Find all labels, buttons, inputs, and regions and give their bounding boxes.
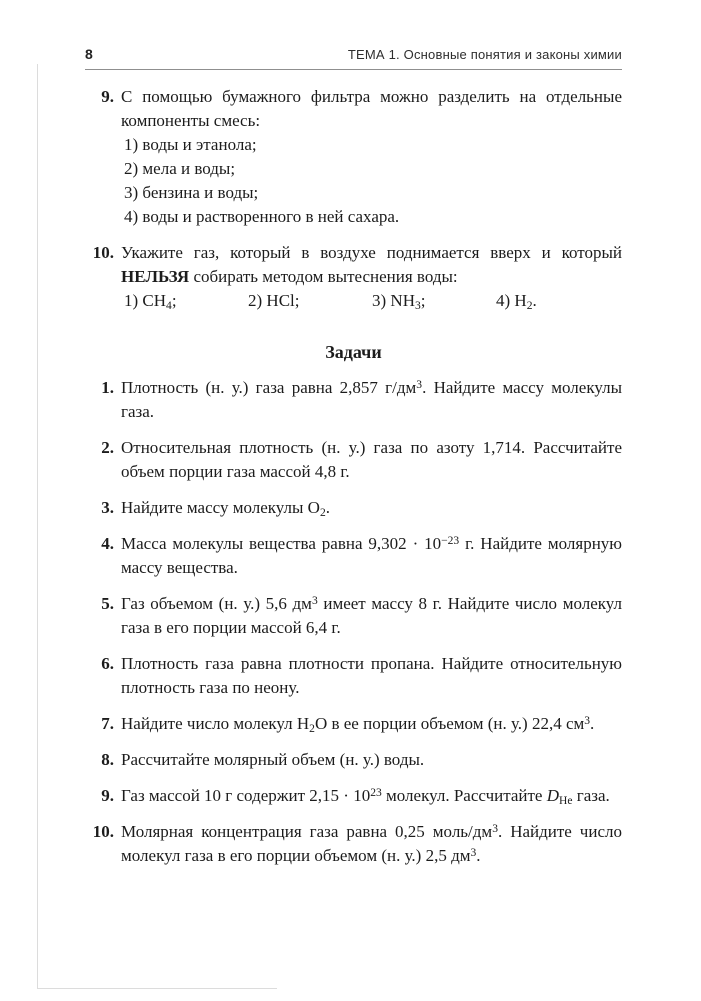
item-number: 8.	[101, 750, 114, 769]
item-number: 2.	[101, 438, 114, 457]
problem-item-1	[85, 376, 622, 424]
question-text: С помощью бумажного фильтра можно разделить на отдельные компоненты смесь:	[121, 87, 622, 130]
problem-item-4	[85, 532, 622, 580]
item-number: 5.	[101, 594, 114, 613]
item-number: 6.	[101, 654, 114, 673]
problem-item-5	[85, 592, 622, 640]
problem-text: Молярная концентрация газа равна 0,25 моль/$дм^3$. Найдите число молекул газа в его порции объемом (н. у.) 2,5 $дм^3$.	[121, 821, 622, 865]
problem-text: Газ массой 10 г содержит $2,15 \cdot 10^{23}$ молекул. Рассчитайте $D_{He}$ газа.	[121, 785, 610, 808]
problem-text: Газ объемом (н. у.) 5,6 $дм^3$ имеет массу 8 г. Найдите число молекул газа в его порции массой 6,4 г.	[121, 593, 623, 637]
page-header	[85, 46, 622, 70]
problem-text: Рассчитайте молярный объем (н. у.) воды.	[121, 750, 425, 769]
section-title: Задачи	[325, 342, 382, 362]
problem-text: Масса молекулы вещества равна $9,302 \cdot 10^{-23}$ г. Найдите молярную массу вещества.	[121, 533, 622, 577]
options-list	[121, 133, 622, 229]
options-row	[121, 289, 622, 313]
problem-item-9	[85, 784, 622, 808]
problem-text: Найдите число молекул $H_2O$ в ее порции объемом (н. у.) 22,4 $см^3$.	[121, 713, 595, 736]
item-number: 9.	[101, 786, 114, 805]
item-number: 7.	[101, 714, 114, 733]
running-title: ТЕМА 1. Основные понятия и законы химии	[347, 47, 622, 62]
problem-item-8	[85, 748, 622, 772]
problem-text: Найдите массу молекулы $O_2$.	[121, 498, 330, 520]
problem-item-7	[85, 712, 622, 736]
item-number: 4.	[101, 534, 114, 553]
problem-item-10	[85, 820, 622, 868]
problem-item-6	[85, 652, 622, 700]
option: 2) мела и воды;	[124, 159, 236, 178]
page-content	[85, 46, 622, 868]
option: 2) HCl;	[248, 291, 300, 310]
item-number: 9.	[101, 87, 114, 106]
option: 4) воды и растворенного в ней сахара.	[124, 207, 400, 226]
question-text: Укажите газ, который в воздухе поднимается вверх и который НЕЛЬЗЯ собирать методом вытеснения воды:	[121, 243, 622, 286]
item-number: 3.	[101, 498, 114, 517]
item-number: 10.	[92, 243, 114, 262]
page-number: 8	[85, 46, 93, 62]
option: 1) $CH_4$;	[124, 291, 177, 313]
option: 4) $H_2$.	[496, 291, 537, 313]
item-body	[121, 241, 622, 313]
option: 3) $NH_3$;	[372, 291, 426, 313]
problem-text: Плотность (н. у.) газа равна 2,857 $г/дм^3$. Найдите массу молекулы газа.	[121, 377, 622, 421]
problem-item-3	[85, 496, 622, 520]
option: 3) бензина и воды;	[124, 183, 259, 202]
page-edge-line-bottom	[37, 988, 277, 989]
problem-text: Относительная плотность (н. у.) газа по азоту 1,714. Рассчитайте объем порции газа массой 4,8 г.	[121, 438, 622, 481]
question-item-9	[85, 85, 622, 229]
problem-text: Плотность газа равна плотности пропана. Найдите относительную плотность газа по неону.	[121, 654, 622, 697]
item-number: 1.	[101, 378, 114, 397]
problem-item-2	[85, 436, 622, 484]
option: 1) воды и этанола;	[124, 135, 257, 154]
question-item-10	[85, 241, 622, 313]
item-number: 10.	[92, 822, 114, 841]
item-body	[121, 85, 622, 229]
page-edge-line-left	[37, 64, 38, 989]
